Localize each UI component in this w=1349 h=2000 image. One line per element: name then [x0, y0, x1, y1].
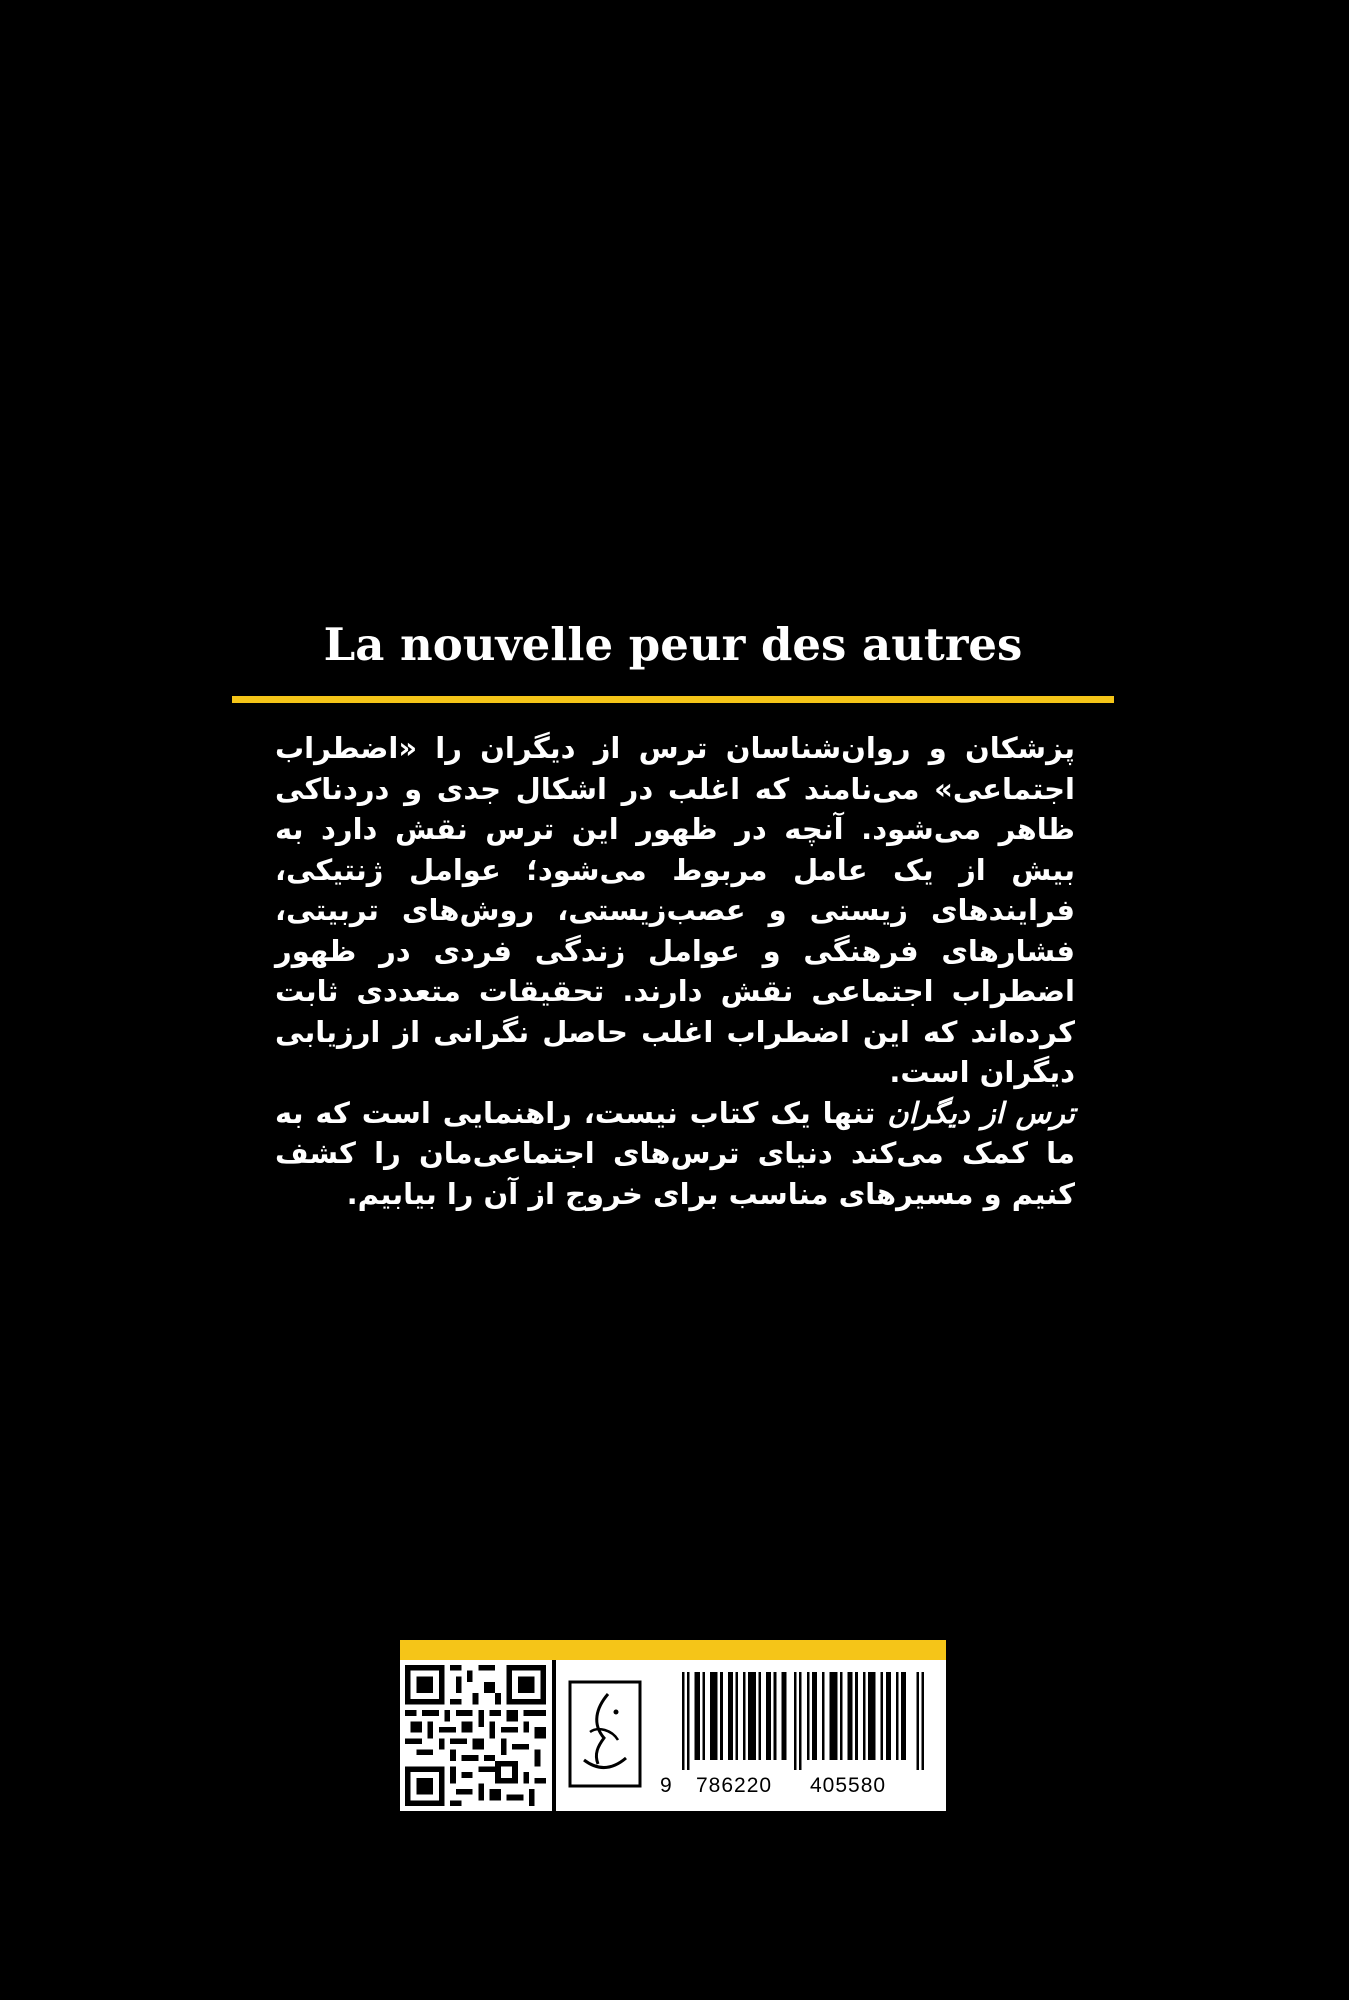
isbn-group-1: 786220 — [696, 1774, 773, 1797]
footer-divider — [552, 1660, 556, 1811]
footer-panel — [400, 1660, 946, 1811]
back-cover-blurb — [275, 728, 1075, 1214]
qr-code-icon — [405, 1665, 546, 1806]
isbn-group-2: 405580 — [810, 1774, 887, 1797]
isbn-lead-digit: 9 — [660, 1774, 672, 1797]
footer-yellow-strip — [400, 1640, 946, 1660]
blurb-paragraph-2 — [275, 1093, 1075, 1215]
book-title: La nouvelle peur des autres — [323, 618, 1023, 671]
blurb-book-name: ترس از دیگران — [887, 1095, 1075, 1130]
publisher-logo-icon — [568, 1680, 642, 1788]
barcode-icon — [682, 1672, 924, 1770]
isbn-number — [660, 1774, 940, 1804]
blurb-paragraph-1: پزشکان و روان‌شناسان ترس از دیگران را «اضطراب اجتماعی» می‌نامند که اغلب در اشکال جدی و دردناکی ظاهر می‌شود. آنچه در ظهور این ترس نقش دارد به بیش از یک عامل مربوط می‌شود؛ عوامل ژنتیکی، فرایندهای زیستی و عصب‌زیستی، روش‌های تربیتی، فشارهای فرهنگی و عوامل زندگی فردی در ظهور اضطراب اجتماعی نقش دارند. تحقیقات متعددی ثابت کرده‌اند که این اضطراب اغلب حاصل نگرانی از ارزیابی دیگران است. — [275, 731, 1075, 1089]
title-underline — [232, 696, 1114, 703]
blurb-paragraph-2-text: تنها یک کتاب نیست، راهنمایی است که به ما کمک می‌کند دنیای ترس‌های اجتماعی‌مان را کشف کنیم و مسیرهای مناسب برای خروج از آن را بیابیم. — [275, 1095, 1075, 1211]
